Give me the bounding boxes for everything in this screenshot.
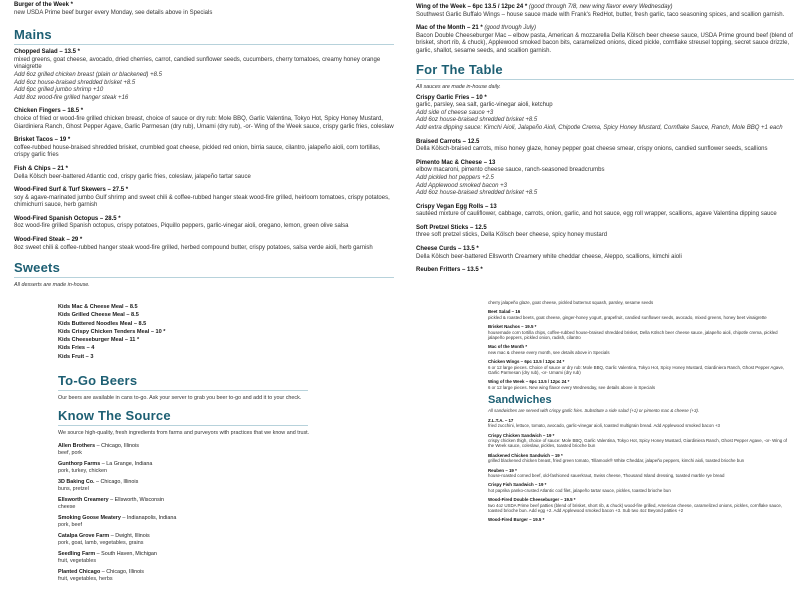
- farm-item: [58, 515, 398, 529]
- item-desc: sautéed mixture of cauliflower, cabbage, carrots, onion, garlic, and hot sauce, egg roll wrapper, scallions, agave Valentina dipping sauce: [416, 211, 777, 218]
- item-desc: new mac & cheese every month, see details above in Specials: [488, 349, 610, 355]
- item-name: Braised Carrots – 12.5: [416, 138, 480, 145]
- item-desc: Southwest Garlic Buffalo Wings – house sauce made with Frank's RedHot, butter, fresh garlic, taco seasoning spices, and scallion garnish.: [416, 11, 785, 18]
- togo-heading: To-Go Beers: [58, 373, 138, 388]
- item-name: Wood-Fired Double Cheeseburger – 19.5 *: [488, 497, 576, 503]
- overlay-item: [488, 324, 788, 340]
- item-name: Z.L.T.A. – 17: [488, 417, 514, 423]
- item-desc: 8oz sweet chili & coffee-rubbed hanger steak wood-fire grilled, herbed compound butter, crispy potatoes, salsa verde aioli, herb garnish: [14, 244, 373, 251]
- item-name: Chicken Fingers – 18.5 *: [14, 108, 84, 115]
- togo-desc: Our beers are available in cans to-go. Ask your server to grab you beer to-go and add it to your check.: [58, 395, 302, 401]
- item-name: Wing of the Week – 6pc 13.5 / 12pc 24 *: [416, 4, 528, 10]
- table-note: All sauces are made in-house daily.: [416, 83, 501, 90]
- item-desc: pickled & roasted beets, goat cheese, ginger-honey yogurt, grapefruit, candied sunflower seeds, avocado, mixed greens, honey beet vinaigrette: [488, 314, 767, 320]
- burger-of-week-item: [14, 2, 394, 17]
- item-desc: housemade corn tortilla chips, coffee-rubbed house-braised shredded brisket, Della Kölsch beer cheese sauce, jalapeño aioli, chipotle crema, pickled jalapeño peppers, pickled onion, radish, cilantro: [488, 329, 778, 341]
- kids-item: Kids Crispy Chicken Tenders Meal – 10 *: [58, 328, 166, 335]
- farm-name: Smoking Goose Meatery: [58, 515, 121, 521]
- item-addon: Add 8oz wood-fire grilled hanger steak +16: [14, 94, 129, 101]
- menu-item: [416, 267, 794, 275]
- item-name: Blackened Chicken Sandwich – 19 *: [488, 452, 563, 458]
- menu-item: [416, 95, 794, 133]
- item-name: Fish & Chips – 21 *: [14, 165, 69, 172]
- item-addon: Add 6oz house-braised shredded brisket +8.5: [416, 190, 538, 197]
- overlay-item: [488, 359, 788, 375]
- item-name: Crispy Chicken Sandwich – 19 *: [488, 432, 555, 438]
- item-name: Chicken Wings – 6pc 13.5 / 12pc 24 *: [488, 359, 565, 365]
- sweets-note: All desserts are made in-house.: [14, 282, 90, 289]
- item-note: (good through 7/8, new wing flavor every Wednesday): [527, 4, 673, 10]
- farm-item: [58, 533, 398, 547]
- kids-item: Kids Cheeseburger Meal – 11 *: [58, 337, 140, 344]
- item-name: Crispy Vegan Egg Rolls – 13: [416, 203, 497, 210]
- item-addon: Add 6oz house-braised shredded brisket +8.5: [416, 117, 538, 124]
- item-desc: Della Kölsch beer-battered Atlantic cod, crispy garlic fries, coleslaw, jalapeño tartar sauce: [14, 173, 251, 180]
- overlay-item: [488, 300, 788, 305]
- farm-products: beef, pork: [58, 450, 82, 456]
- item-name: Wing of the Week – 6pc 13.5 / 12pc 24 *: [488, 379, 570, 385]
- item-desc: Della Kölsch-braised carrots, miso honey glaze, honey pepper goat cheese smear, crispy onions, candied sunflower seeds, scallions: [416, 146, 768, 153]
- overlay-item: [488, 517, 788, 522]
- item-addon: Add pickled hot peppers +2.5: [416, 174, 494, 181]
- farm-item: [58, 569, 398, 583]
- section-divider: [58, 425, 308, 426]
- section-divider: [58, 390, 308, 391]
- item-name: Soft Pretzel Sticks – 12.5: [416, 224, 487, 231]
- farm-name: Ellsworth Creamery: [58, 497, 109, 503]
- item-desc: three soft pretzel sticks, Della Kölsch beer cheese, spicy honey mustard: [416, 232, 608, 239]
- menu-item: [416, 246, 794, 261]
- item-desc: new USDA Prime beef burger every Monday, see details above in Specials: [14, 9, 213, 16]
- farm-location: – Chicago, Illinois: [95, 443, 139, 449]
- farm-item: [58, 551, 398, 565]
- farm-products: fruit, vegetables, herbs: [58, 576, 113, 582]
- farm-item: [58, 479, 398, 493]
- menu-item: [14, 137, 394, 160]
- overlay-item: [488, 418, 788, 429]
- farm-location: – Chicago, Illinois: [94, 479, 139, 485]
- item-desc: house-roasted corned beef, old-fashioned sauerkraut, Swiss cheese, Thousand Island dressing, toasted marble rye bread: [488, 472, 725, 478]
- farm-name: 3D Baking Co.: [58, 479, 95, 485]
- sandwiches-heading: Sandwiches: [488, 394, 552, 407]
- menu-item: [14, 187, 394, 210]
- farm-products: fruit, vegetables: [58, 558, 97, 564]
- item-desc: crispy chicken thigh, choice of sauce: Mole BBQ, Garlic Valentina, Tokyo Hot, Spicy Honey Mustard, Giardiniera Ranch, Ghost Pepper Agave, -or- Wing of the Week sauce, coleslaw, pickles, toasted brioche bun: [488, 437, 788, 449]
- overlay-item: [488, 468, 788, 479]
- overlay-item: [488, 433, 788, 449]
- farm-name: Planted Chicago: [58, 569, 101, 575]
- item-desc: elbow macaroni, pimento cheese sauce, ranch-seasoned breadcrumbs: [416, 167, 605, 174]
- item-desc: grilled blackened chicken breast, fried green tomato, Tillamook® White Cheddar, jalapeño peppers, kimchi aioli, toasted brioche bun: [488, 458, 745, 464]
- item-name: Crispy Fish Sandwich – 19 *: [488, 482, 547, 488]
- kids-item: Kids Grilled Cheese Meal – 8.5: [58, 312, 139, 319]
- menu-item: [14, 216, 394, 231]
- overlay-item: [488, 344, 788, 355]
- for-the-table-list: [416, 95, 794, 275]
- item-desc: two 4oz USDA Prime beef patties (blend of brisket, short rib, & chuck) wood-fire grilled, American cheese, caramelized onions, pickles, cornflake sauce, toasted brioche bun. Add egg +2. Add Applewood smoked bacon +3. Sub two 4oz Beyond patties +2: [488, 502, 783, 513]
- item-name: Brisket Tacos – 19 *: [14, 137, 71, 144]
- item-name: Beet Salad – 16: [488, 309, 521, 315]
- farm-item: [58, 461, 398, 475]
- overlay-menu-page: [488, 300, 788, 527]
- farm-name: Catalpa Grove Farm: [58, 533, 110, 539]
- item-desc: choice of fried or wood-fire grilled chicken breast, choice of sauce or dry rub: Mole BBQ, Garlic Valentina, Tokyo Hot, Spicy Honey Mustard, Giardiniera Ranch, Ghost Pepper Agave, Garlic Parmesan (dry rub), Umami (dry rub), -or- Wing of the Week sauce, crispy garlic fries, coleslaw: [14, 115, 394, 130]
- menu-item: [416, 160, 794, 198]
- item-desc: hot paprika panko-crusted Atlantic cod filet, jalapeño tartar sauce, pickles, toasted brioche bun: [488, 487, 671, 493]
- farm-products: cheese: [58, 504, 76, 510]
- kids-item: Kids Fries – 4: [58, 345, 95, 352]
- item-addon: Add Applewood smoked bacon +3: [416, 182, 508, 189]
- kids-menu: [58, 303, 218, 361]
- farm-name: Allen Brothers: [58, 443, 96, 449]
- farm-products: pork, beef: [58, 522, 82, 528]
- right-menu-column: [416, 0, 794, 281]
- overlay-item: [488, 497, 788, 513]
- farm-location: – Indianapolis, Indiana: [120, 515, 177, 521]
- farm-item: [58, 497, 398, 511]
- farm-location: – Ellsworth, Wisconsin: [108, 497, 165, 503]
- item-name: Mac of the Month – 21 *: [416, 25, 483, 32]
- item-name: Mac of the Month *: [488, 344, 528, 350]
- farm-location: – South Haven, Michigan: [95, 551, 157, 557]
- farm-name: Seedling Farm: [58, 551, 96, 557]
- item-desc: Della Kölsch beer-battered Ellsworth Creamery white cheddar cheese, Aleppo, scallions, kimchi aioli: [416, 253, 682, 260]
- item-desc: fried zucchini, lettuce, tomato, avocado, garlic-vinegar aioli, toasted multigrain bread. Add Applewood smoked bacon +3: [488, 423, 720, 429]
- item-name: Reuben – 19 *: [488, 467, 517, 473]
- item-addon: Add 6oz grilled chicken breast (plain or blackened) +8.5: [14, 71, 162, 78]
- item-name: Chopped Salad – 13.5 *: [14, 49, 81, 56]
- kids-item: Kids Mac & Cheese Meal – 8.5: [58, 304, 138, 310]
- farm-products: buns, pretzel: [58, 486, 89, 492]
- section-divider: [416, 79, 794, 80]
- section-divider: [14, 277, 394, 278]
- item-desc: soy & agave-marinated jumbo Gulf shrimp and sweet chili & coffee-rubbed hanger steak wood-fire grilled, heirloom tomatoes, crispy potatoes, chimichurri sauce, herb garnish: [14, 194, 390, 209]
- item-desc: mixed greens, goat cheese, avocado, dried cherries, carrot, candied sunflower seeds, cucumbers, cherry tomatoes, creamy honey orange vinaigrette: [14, 56, 381, 71]
- item-desc: Bacon Double Cheeseburger Mac – elbow pasta, American & mozzarella Della Kölsch beer cheese sauce, USDA Prime ground beef (blend of brisket, short rib, & chuck), Applewood smoked bacon bits, caramelized onions, diced pickle, cornflake streusel topping, secret sauce drizzle, garlic, shallot, sesame seeds, and scallion garnish.: [416, 32, 793, 54]
- sandwiches-list: [488, 418, 788, 523]
- item-name: Burger of the Week *: [14, 2, 73, 8]
- sandwiches-note: All sandwiches are served with crispy garlic fries. Substitute a side salad (+1) or pimento mac & cheese (+3).: [488, 408, 700, 414]
- item-name: Brisket Nachos – 19.5 *: [488, 324, 537, 330]
- for-the-table-heading: For The Table: [416, 61, 503, 77]
- kids-item: Kids Fruit – 3: [58, 353, 94, 360]
- section-divider: [14, 44, 394, 45]
- item-desc: 8oz wood-fire grilled Spanish octopus, crispy potatoes, Piquillo peppers, garlic-vinegar aioli, oregano, lemon, green olive salsa: [14, 223, 349, 230]
- item-desc: cherry jalapeño glaze, goat cheese, pickled butternut squash, parsley, sesame seeds: [488, 300, 654, 305]
- menu-item: [14, 108, 394, 131]
- farm-products: pork, turkey, chicken: [58, 468, 108, 474]
- mains-heading: Mains: [14, 27, 52, 43]
- kids-item: Kids Buttered Noodles Meal – 8.5: [58, 320, 147, 327]
- specials-list: [416, 4, 794, 56]
- menu-item: [416, 25, 794, 55]
- source-heading: Know The Source: [58, 408, 171, 423]
- item-note: (good through July): [482, 25, 537, 32]
- item-name: Reuben Fritters – 13.5 *: [416, 267, 483, 274]
- menu-item: [416, 4, 794, 19]
- farm-location: – Dwight, Illinois: [109, 533, 150, 539]
- overlay-item: [488, 482, 788, 493]
- left-menu-column: [14, 0, 394, 293]
- farm-products: pork, goat, lamb, vegetables, grains: [58, 540, 144, 546]
- item-addon: Add 6pc grilled jumbo shrimp +10: [14, 87, 104, 94]
- item-addon: Add extra dipping sauce: Kimchi Aioli, Jalapeño Aioli, Chipotle Crema, Spicy Honey Mustard, Cornflake Sauce, Ranch, Mole BBQ +1 each: [416, 124, 783, 131]
- mains-list: [14, 49, 394, 252]
- overlay-items: [488, 300, 788, 390]
- item-addon: Add side of cheese sauce +3: [416, 109, 494, 116]
- item-desc: 6 or 12 large pieces. New wing flavor every Wednesday, see details above in Specials: [488, 384, 656, 390]
- item-name: Wood-Fired Spanish Octopus – 28.5 *: [14, 215, 121, 222]
- menu-item: [14, 166, 394, 181]
- menu-item: [416, 225, 794, 240]
- item-name: Crispy Garlic Fries – 10 *: [416, 94, 487, 101]
- menu-item: [416, 139, 794, 154]
- item-name: Wood-Fired Burger – 19.5 *: [488, 517, 545, 523]
- item-desc: 6 or 12 large pieces. Choice of sauce or dry rub: Mole BBQ, Garlic Valentina, Tokyo Hot, Spicy Honey Mustard, Giardiniera Ranch, Ghost Pepper Agave, Garlic Parmesan (dry rub), -or- Umami (dry rub): [488, 364, 785, 376]
- overlay-item: [488, 379, 788, 390]
- item-desc: coffee-rubbed house-braised shredded brisket, crumbled goat cheese, pickled red onion, birria sauce, cilantro, jalapeño aioli, corn tortillas, crispy garlic fries: [14, 144, 381, 159]
- item-name: Pimento Mac & Cheese – 13: [416, 159, 496, 166]
- menu-item: [14, 237, 394, 252]
- menu-item: [416, 204, 794, 219]
- source-desc: We source high-quality, fresh ingredients from farms and purveyors with practices that we know and trust.: [58, 430, 310, 436]
- overlay-item: [488, 309, 788, 320]
- item-addon: Add 6oz house-braised shredded brisket +8.5: [14, 79, 136, 86]
- farm-item: [58, 443, 398, 457]
- item-name: Wood-Fired Steak – 29 *: [14, 237, 83, 244]
- overlay-item: [488, 453, 788, 464]
- farm-name: Gunthorp Farms: [58, 461, 101, 467]
- item-name: Cheese Curds – 13.5 *: [416, 246, 479, 253]
- item-desc: garlic, parsley, sea salt, garlic-vinegar aioli, ketchup: [416, 102, 553, 109]
- menu-item: [14, 49, 394, 102]
- farm-list: [58, 443, 398, 583]
- sweets-heading: Sweets: [14, 260, 61, 276]
- farm-location: – Chicago, Illinois: [100, 569, 144, 575]
- item-name: Wood-Fired Surf & Turf Skewers – 27.5 *: [14, 187, 129, 194]
- lower-left-section: [58, 373, 398, 587]
- farm-location: – La Grange, Indiana: [100, 461, 153, 467]
